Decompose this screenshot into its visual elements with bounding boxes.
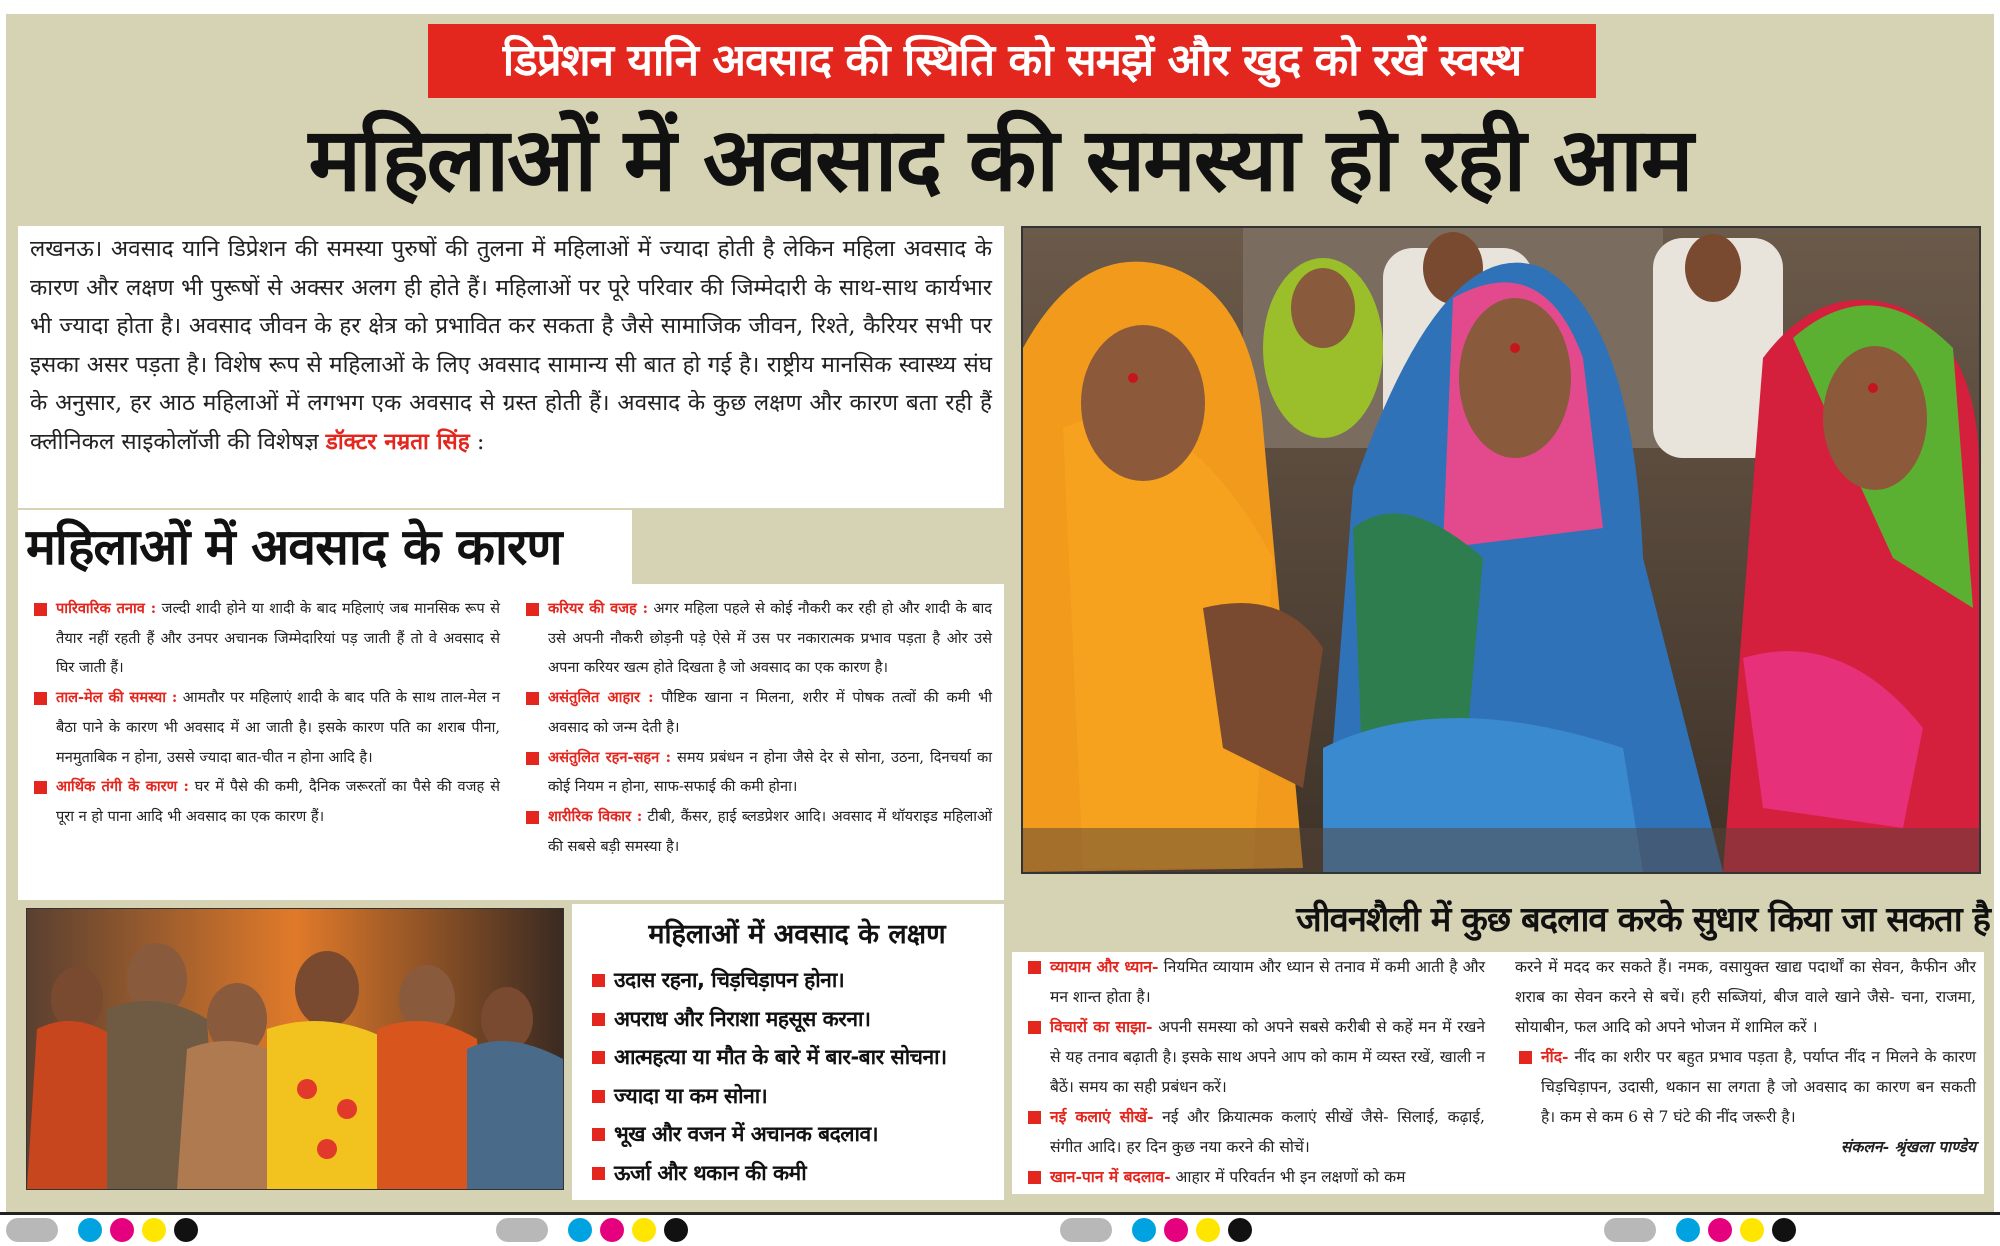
women-crowd-photo — [27, 909, 563, 1189]
cause-title: शारीरिक विकार : — [548, 807, 643, 825]
cause-text: अगर महिला पहले से कोई नौकरी कर रही हो और शादी के बाद उसे अपनी नौकरी छोड़नी पड़े ऐसे में उस पर नकारात्मक प्रभाव पड़ता है ओर उसे अपना करियर खत्म होते दिखता है जो अवसाद का एक कारण है। — [548, 600, 993, 677]
symptom-item — [590, 1077, 1004, 1116]
symptom-text: आत्महत्या या मौत के बारे में बार-बार सोचना। — [614, 1045, 947, 1069]
lifestyle-title: व्यायाम और ध्यान- — [1050, 957, 1159, 976]
bullet-square-icon — [1028, 961, 1041, 974]
cause-title: पारिवारिक तनाव : — [56, 600, 157, 617]
women-group-photo — [1023, 228, 1979, 872]
cause-text: टीबी, कैंसर, हाई ब्लडप्रेशर आदि। अवसाद में थॉयराइड महिलाओं की सबसे बड़ी समस्या है। — [548, 807, 992, 855]
cause-text: समय प्रबंधन न होना जैसे देर से सोना, उठना, दिनचर्या का कोई नियम न होना, साफ-सफाई की कमी होना। — [548, 748, 992, 796]
bullet-square-icon — [592, 1128, 605, 1141]
symptom-item — [590, 1000, 1004, 1039]
registration-magenta — [1708, 1218, 1732, 1242]
lifestyle-item — [1024, 1162, 1485, 1192]
causes-heading: महिलाओं में अवसाद के कारण — [18, 510, 632, 584]
bullet-square-icon — [34, 692, 47, 705]
cause-title: आर्थिक तंगी के कारण : — [56, 778, 189, 796]
registration-cyan — [78, 1218, 102, 1242]
registration-yellow — [632, 1218, 656, 1242]
registration-yellow — [1196, 1218, 1220, 1242]
lifestyle-item — [1024, 1102, 1485, 1162]
lifestyle-item — [1024, 1012, 1485, 1102]
cause-item — [30, 683, 500, 772]
registration-grey — [6, 1218, 58, 1242]
bullet-square-icon — [592, 1090, 605, 1103]
cause-text: पौष्टिक खाना न मिलना, शरीर में पोषक तत्वों की कमी भी अवसाद को जन्म देती है। — [548, 689, 992, 736]
lifestyle-text: नई और क्रियात्मक कलाएं सीखें जैसे- सिलाई, कढ़ाई, संगीत आदि। हर दिन कुछ नया करने की सोचें। — [1050, 1108, 1486, 1156]
symptom-text: ऊर्जा और थकान की कमी — [614, 1160, 807, 1185]
bullet-square-icon — [526, 811, 539, 824]
registration-yellow — [142, 1218, 166, 1242]
kicker-banner: डिप्रेशन यानि अवसाद की स्थिति को समझें और खुद को रखें स्वस्थ — [428, 24, 1596, 98]
symptom-text: ज्यादा या कम सोना। — [614, 1083, 768, 1108]
cause-text: घर में पैसे की कमी, दैनिक जरूरतों का पैसे की वजह से पूरा न हो पाना आदि भी अवसाद का एक कारण हैं। — [56, 778, 500, 825]
bullet-square-icon — [1028, 1111, 1041, 1124]
lifestyle-text: नींद का शरीर पर बहुत प्रभाव पड़ता है, पर्याप्त नींद न मिलने के कारण चिड़चिड़ापन, उदासी, थकान सा लगता है जो अवसाद का कारण बन सकती है। कम से कम 6 से 7 घंटे की नींद जरूरी है। — [1541, 1048, 1976, 1126]
registration-grey — [496, 1218, 548, 1242]
registration-black — [664, 1218, 688, 1242]
bullet-square-icon — [526, 752, 539, 765]
cause-text: आमतौर पर महिलाएं शादी के बाद पति के साथ ताल-मेल न बैठा पाने के कारण भी अवसाद में आ जाती है। इसके कारण पति का शराब पीना, मनमुताबिक न होना, उससे ज्यादा बात-चीत न होना आदि है। — [56, 689, 500, 766]
cause-title: असंतुलित आहार : — [548, 689, 654, 707]
registration-black — [1228, 1218, 1252, 1242]
registration-cyan — [568, 1218, 592, 1242]
lifestyle-text: नियमित व्यायाम और ध्यान से तनाव में कमी आती है और मन शान्त होता है। — [1050, 958, 1485, 1006]
cause-item — [522, 594, 992, 683]
registration-cyan — [1676, 1218, 1700, 1242]
bullet-square-icon — [526, 692, 539, 705]
bullet-square-icon — [34, 603, 47, 616]
lifestyle-title: नींद- — [1541, 1047, 1569, 1066]
lifestyle-continuation: करने में मदद कर सकते हैं। नमक, वसायुक्त खाद्य पदार्थों का सेवन, कैफीन और शराब का सेवन करने से बचें। हरी सब्जियां, बीज वाले खाने जैसे- चना, राजमा, सोयाबीन, फल आदि को अपने भोजन में शामिल करें । — [1515, 958, 1976, 1036]
bullet-square-icon — [592, 1051, 605, 1064]
lifestyle-title: नई कलाएं सीखें- — [1050, 1107, 1154, 1126]
lifestyle-left-column — [1016, 952, 1485, 1194]
bullet-square-icon — [526, 603, 539, 616]
symptom-text: अपराध और निराशा महसूस करना। — [614, 1006, 871, 1031]
bullet-square-icon — [592, 1167, 605, 1180]
author-credit: संकलन- श्रृंखला पाण्डेय — [1840, 1137, 1976, 1156]
lifestyle-title: विचारों का साझा- — [1050, 1017, 1153, 1036]
lifestyle-item — [1515, 1042, 1976, 1132]
cause-title: असंतुलित रहन-सहन : — [548, 748, 672, 766]
bullet-square-icon — [1519, 1051, 1532, 1064]
symptom-item — [590, 961, 1004, 1000]
bottom-rule — [0, 1212, 2000, 1215]
cause-text: जल्दी शादी होने या शादी के बाद महिलाएं जब मानसिक रूप से तैयार नहीं रहती हैं और उनपर अचानक जिम्मेदारियां पड़ जाती हैं तो वे अवसाद से घिर जाती हैं। — [56, 600, 501, 677]
page-headline: महिलाओं में अवसाद की समस्या हो रही आम — [308, 108, 1692, 211]
lifestyle-text: आहार में परिवर्तन भी इन लक्षणों को कम — [1170, 1168, 1406, 1186]
cause-item — [522, 743, 992, 802]
lifestyle-section — [1012, 952, 1984, 1194]
lifestyle-item — [1024, 952, 1485, 1012]
symptom-item — [590, 1154, 1004, 1193]
registration-magenta — [1164, 1218, 1188, 1242]
symptom-item — [590, 1115, 1004, 1154]
symptom-text: उदास रहना, चिड़चिड़ापन होना। — [614, 968, 845, 992]
registration-black — [1772, 1218, 1796, 1242]
cause-item — [30, 772, 500, 831]
bullet-square-icon — [592, 974, 605, 987]
causes-section — [18, 584, 1004, 900]
lifestyle-right-column — [1485, 952, 1976, 1194]
intro-text: लखनऊ। अवसाद यानि डिप्रेशन की समस्या पुरुषों की तुलना में महिलाओं में ज्यादा होती है लेकिन महिला अवसाद के कारण और लक्षण भी पुरूषों से अक्सर अलग ही होते हैं। महिलाओं पर पूरे परिवार की जिम्मेदारी के साथ-साथ कार्यभार भी ज्यादा होता है। अवसाद जीवन के हर क्षेत्र को प्रभावित कर सकता है जैसे सामाजिक जीवन, रिश्ते, कैरियर सभी पर इसका असर पड़ता है। विशेष रूप से महिलाओं के लिए अवसाद सामान्य सी बात हो गई है। राष्ट्रीय मानसिक स्वास्थ्य संघ के अनुसार, हर आठ महिलाओं में लगभग एक अवसाद से ग्रस्त होती हैं। अवसाद के कुछ लक्षण और कारण बता रही हैं क्लीनिकल साइकोलॉजी की विशेषज्ञ — [30, 236, 992, 455]
intro-suffix: : — [469, 428, 485, 455]
causes-right-column — [500, 594, 992, 900]
bullet-square-icon — [592, 1013, 605, 1026]
expert-name: डॉक्टर नम्रता सिंह — [325, 428, 470, 455]
bullet-square-icon — [1028, 1171, 1041, 1184]
symptoms-heading: महिलाओं में अवसाद के लक्षण — [648, 919, 946, 950]
main-photo — [1021, 226, 1981, 874]
lifestyle-text: अपनी समस्या को अपने सबसे करीबी से कहें मन में रखने से यह तनाव बढ़ाती है। इसके साथ अपने आप को काम में व्यस्त रखें, खाली न बैठें। समय का सही प्रबंधन करें। — [1050, 1018, 1485, 1096]
registration-grey — [1060, 1218, 1112, 1242]
intro-paragraph — [18, 226, 1004, 508]
lifestyle-heading: जीवनशैली में कुछ बदलाव करके सुधार किया जा सकता है — [1296, 900, 1990, 940]
bullet-square-icon — [1028, 1021, 1041, 1034]
causes-left-column — [22, 594, 500, 900]
secondary-photo — [26, 908, 564, 1190]
cause-title: ताल-मेल की समस्या : — [56, 689, 178, 707]
cause-title: करियर की वजह : — [548, 600, 649, 617]
cause-item — [30, 594, 500, 683]
cause-item — [522, 802, 992, 861]
registration-magenta — [110, 1218, 134, 1242]
cause-item — [522, 683, 992, 742]
symptom-text: भूख और वजन में अचानक बदलाव। — [614, 1122, 879, 1146]
lifestyle-title: खान-पान में बदलाव- — [1050, 1167, 1171, 1186]
registration-yellow — [1740, 1218, 1764, 1242]
symptoms-box — [572, 904, 1004, 1200]
registration-magenta — [600, 1218, 624, 1242]
symptom-item — [590, 1038, 1004, 1077]
registration-grey — [1604, 1218, 1656, 1242]
bullet-square-icon — [34, 781, 47, 794]
registration-black — [174, 1218, 198, 1242]
registration-cyan — [1132, 1218, 1156, 1242]
